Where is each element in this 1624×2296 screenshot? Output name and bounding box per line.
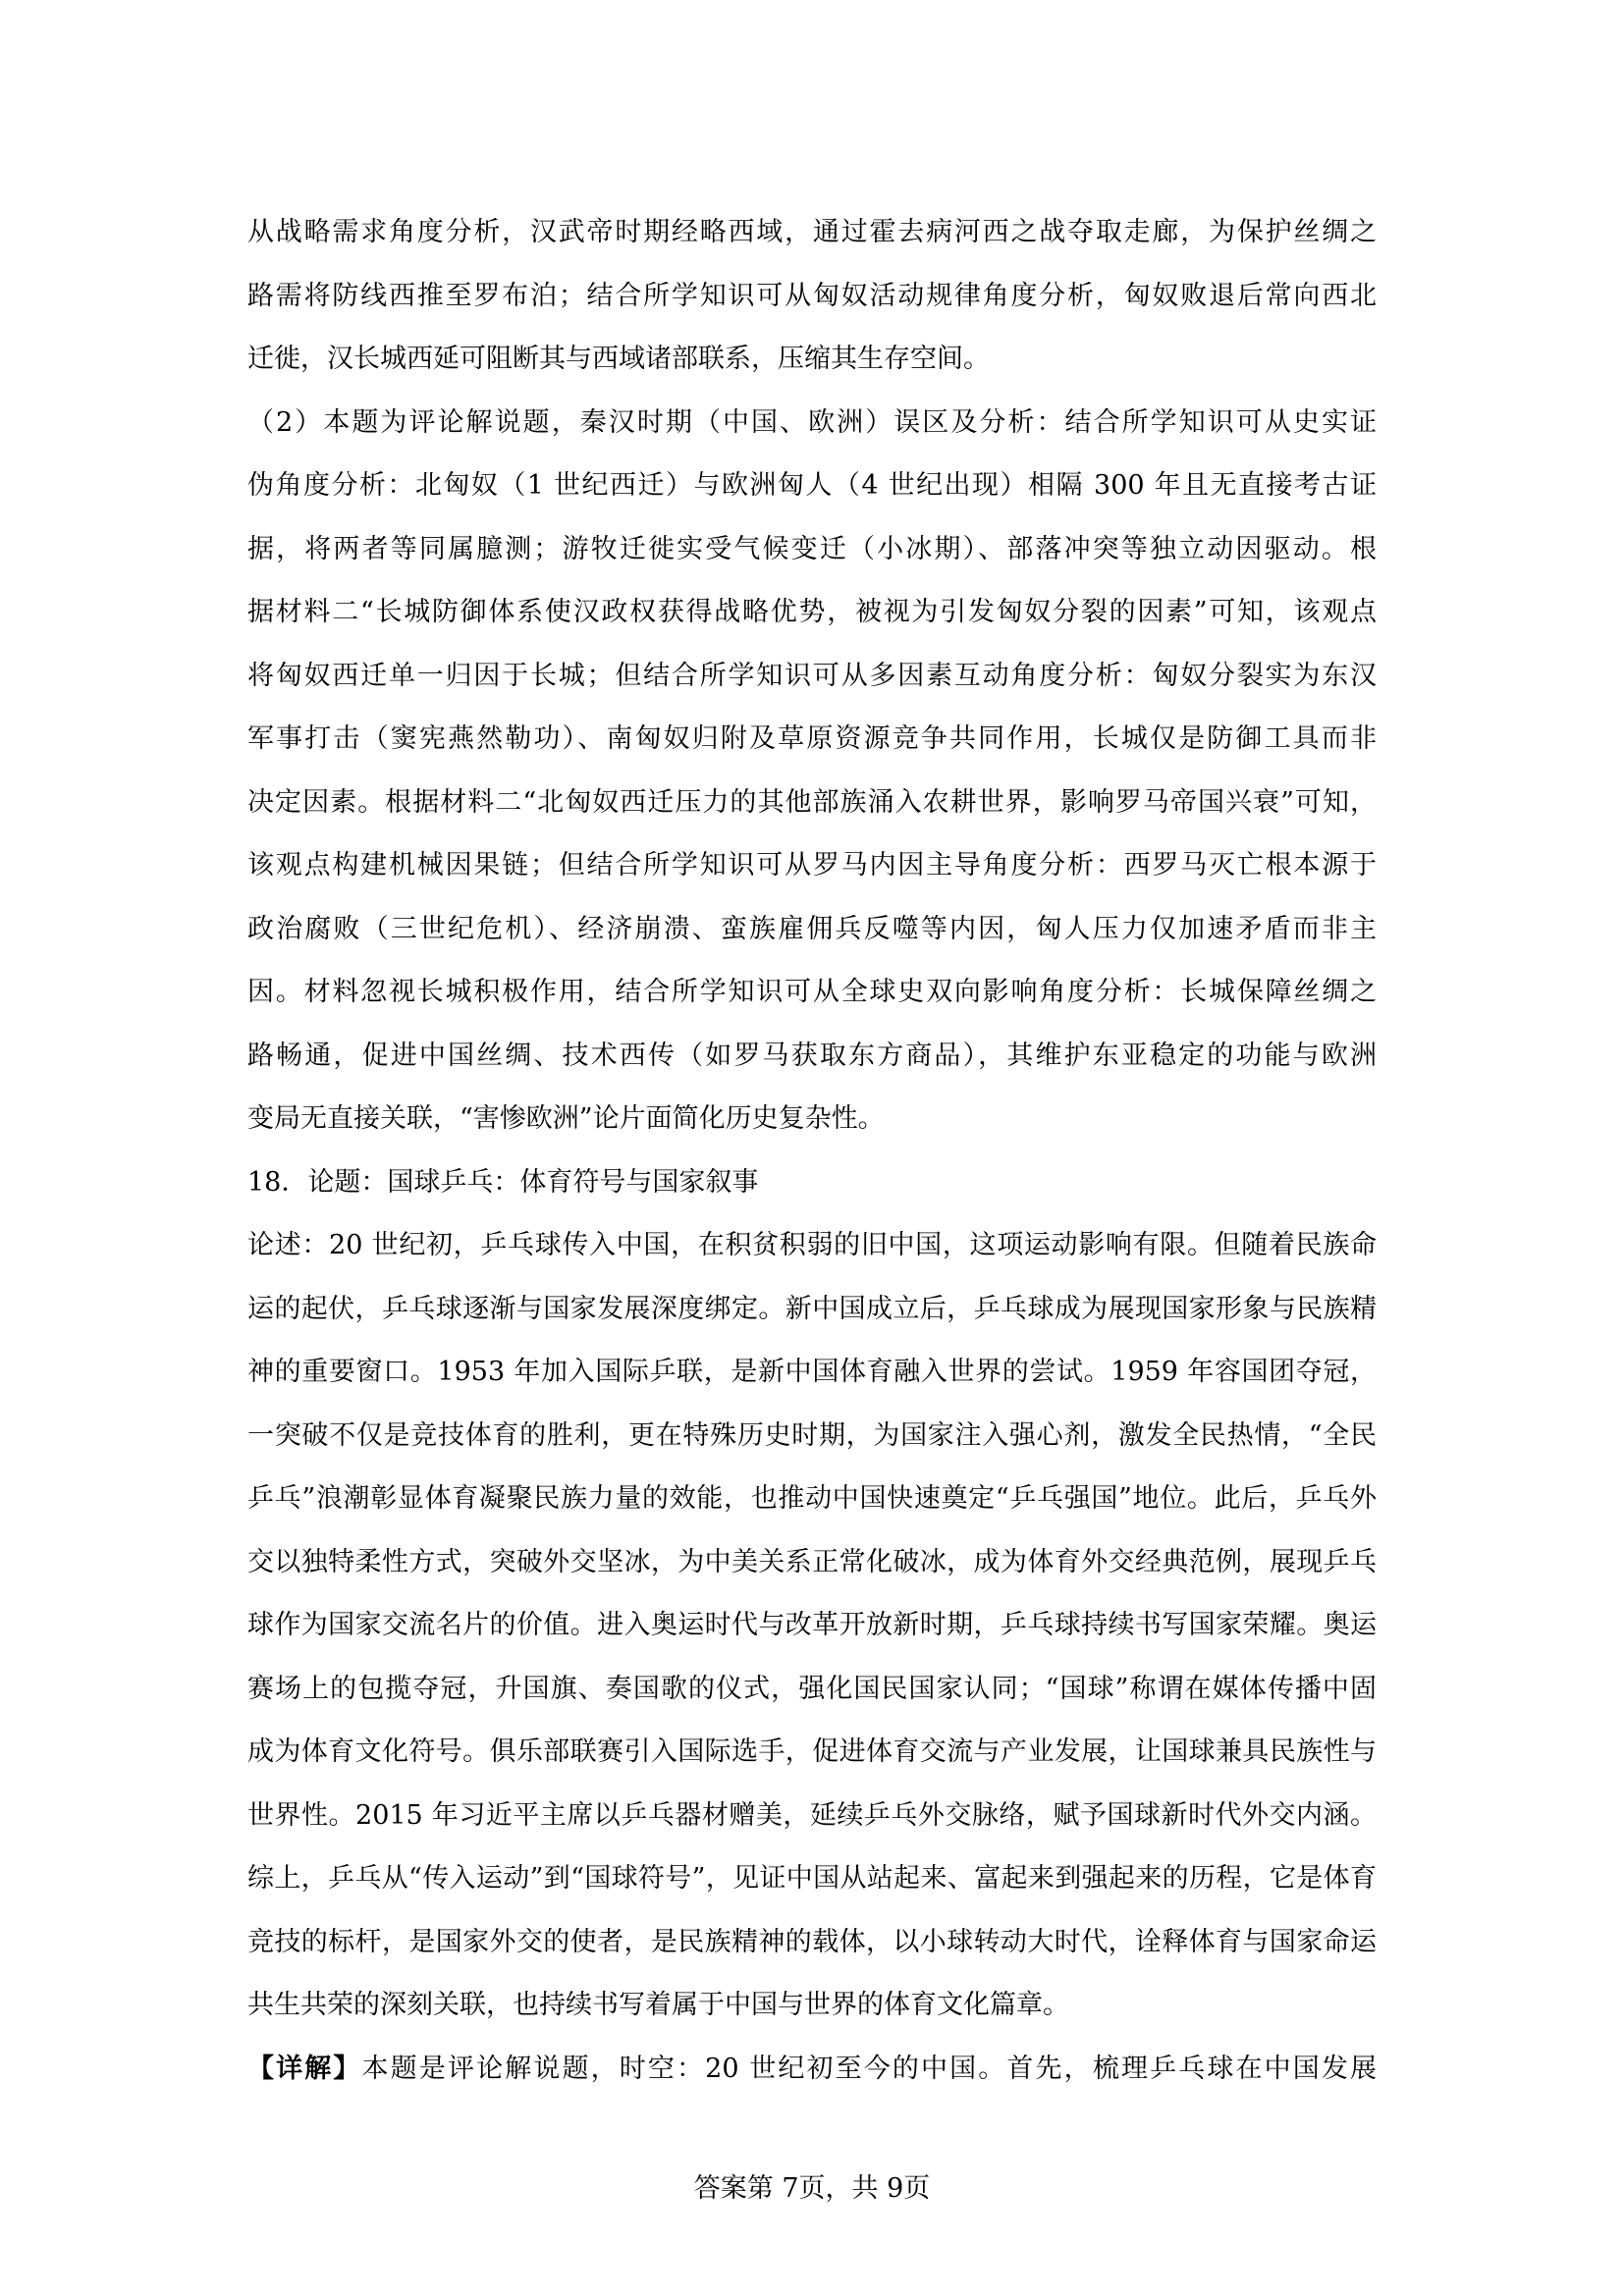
text-line: 军事打击（窦宪燕然勒功）、南匈奴归附及草原资源竞争共同作用，长城仅是防御工具而非: [247, 723, 1377, 754]
text-line: 综上，乒乓从“传入运动”到“国球符号”，见证中国从站起来、富起来到强起来的历程，它是体育: [247, 1863, 1377, 1894]
text-line: 因。材料忽视长城积极作用，结合所学知识可从全球史双向影响角度分析：长城保障丝绸之: [247, 977, 1377, 1007]
detail-label: 【详解】: [247, 2053, 362, 2084]
text-line: 将匈奴西迁单一归因于长城；但结合所学知识可从多因素互动角度分析：匈奴分裂实为东汉: [247, 660, 1377, 691]
text-line: 据，将两者等同属臆测；游牧迁徙实受气候变迁（小冰期）、部落冲突等独立动因驱动。根: [247, 533, 1377, 564]
text-line: 世界性。2015 年习近平主席以乒乓器材赠美，延续乒乓外交脉络，赋予国球新时代外交内涵。: [247, 1799, 1377, 1831]
question-heading: 18．论题：国球乒乓：体育符号与国家叙事: [247, 1166, 759, 1198]
text-line: 运的起伏，乒乓球逐渐与国家发展深度绑定。新中国成立后，乒乓球成为展现国家形象与民族精: [247, 1293, 1377, 1324]
text-line: 乒乓”浪潮彰显体育凝聚民族力量的效能，也推动中国快速奠定“乒乓强国”地位。此后，乒乓外: [247, 1483, 1377, 1514]
text-line: 交以独特柔性方式，突破外交坚冰，为中美关系正常化破冰，成为体育外交经典范例，展现乒乓: [247, 1546, 1377, 1577]
text-line: （2）本题为评论解说题，秦汉时期（中国、欧洲）误区及分析：结合所学知识可从史实证: [247, 406, 1377, 438]
text-line: 成为体育文化符号。俱乐部联赛引入国际选手，促进体育交流与产业发展，让国球兼具民族性与: [247, 1736, 1377, 1767]
answer-body: [247, 201, 1377, 2101]
text-line: 共生共荣的深刻关联，也持续书写着属于中国与世界的体育文化篇章。: [247, 1990, 1069, 2020]
detail-text: 本题是评论解说题，时空：20 世纪初至今的中国。首先，梳理乒乓球在中国发展: [361, 2053, 1377, 2084]
text-line: 一突破不仅是竞技体育的胜利，更在特殊历史时期，为国家注入强心剂，激发全民热情，“全民: [247, 1419, 1377, 1451]
text-line: 该观点构建机械因果链；但结合所学知识可从罗马内因主导角度分析：西罗马灭亡根本源于: [247, 850, 1377, 881]
text-line: 路畅通，促进中国丝绸、技术西传（如罗马获取东方商品），其维护东亚稳定的功能与欧洲: [247, 1040, 1377, 1071]
text-line: 政治腐败（三世纪危机）、经济崩溃、蛮族雇佣兵反噬等内因，匈人压力仅加速矛盾而非主: [247, 913, 1377, 944]
detail-line: [247, 2038, 1377, 2102]
text-line: 迁徙，汉长城西延可阻断其与西域诸部联系，压缩其生存空间。: [247, 344, 990, 374]
text-line: 论述：20 世纪初，乒乓球传入中国，在积贫积弱的旧中国，这项运动影响有限。但随着民族命: [247, 1230, 1377, 1260]
text-line: 决定因素。根据材料二“北匈奴西迁压力的其他部族涌入农耕世界，影响罗马帝国兴衰”可知，: [247, 786, 1377, 818]
text-line: 神的重要窗口。1953 年加入国际乒联，是新中国体育融入世界的尝试。1959 年容国团夺冠，: [247, 1357, 1377, 1387]
text-line: 变局无直接关联，“害惨欧洲”论片面简化历史复杂性。: [247, 1103, 885, 1134]
text-line: 从战略需求角度分析，汉武帝时期经略西域，通过霍去病河西之战夺取走廊，为保护丝绸之: [247, 217, 1377, 247]
text-line: 赛场上的包揽夺冠，升国旗、奏国歌的仪式，强化国民国家认同；“国球”称谓在媒体传播中固: [247, 1673, 1377, 1704]
text-line: 据材料二“长城防御体系使汉政权获得战略优势，被视为引发匈奴分裂的因素”可知，该观点: [247, 597, 1377, 627]
text-line: 竞技的标杆，是国家外交的使者，是民族精神的载体，以小球转动大时代，诠释体育与国家命运: [247, 1926, 1377, 1957]
page-number: 答案第 7页，共 9页: [693, 2173, 931, 2204]
text-line: 路需将防线西推至罗布泊；结合所学知识可从匈奴活动规律角度分析，匈奴败退后常向西北: [247, 280, 1377, 311]
page-footer: [0, 2169, 1624, 2209]
text-line: 伪角度分析：北匈奴（1 世纪西迁）与欧洲匈人（4 世纪出现）相隔 300 年且无直接考古证: [247, 470, 1377, 501]
text-line: 球作为国家交流名片的价值。进入奥运时代与改革开放新时期，乒乓球持续书写国家荣耀。奥运: [247, 1610, 1377, 1640]
